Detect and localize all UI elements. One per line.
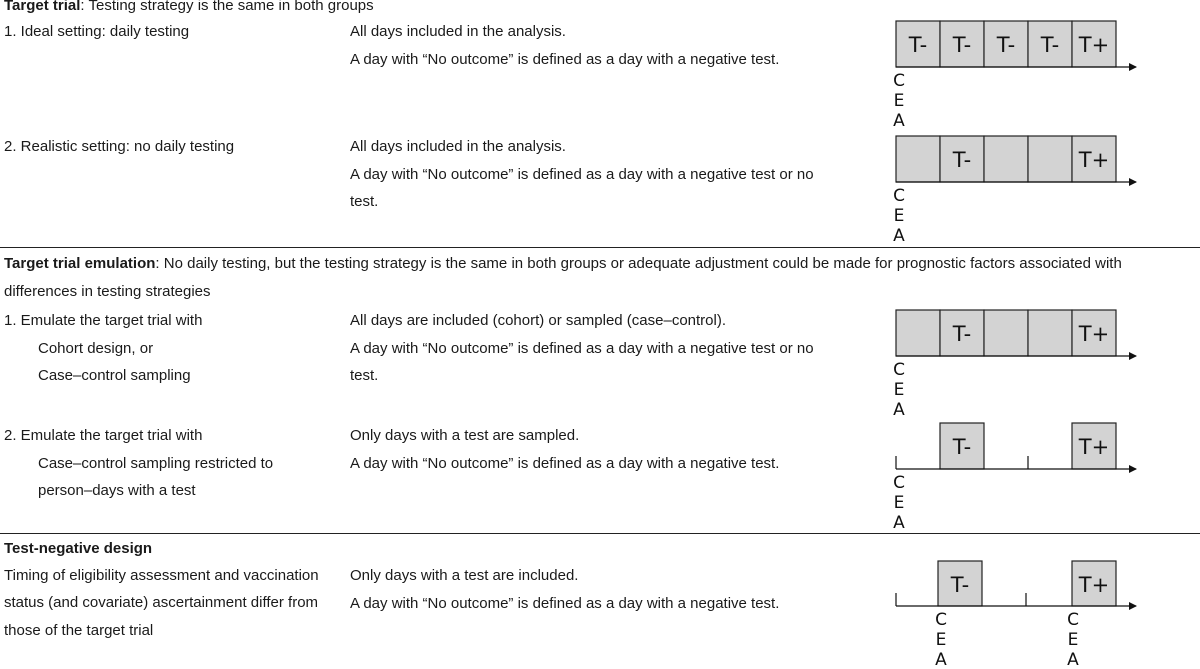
row-description: A day with “No outcome” is defined as a day with a negative test. [350,51,780,68]
heading-bold: Target trial [4,0,81,14]
timeline-test-negative [896,561,1136,669]
cea-letter: E [935,630,947,650]
cea-letter: C [935,610,947,630]
cea-letter: E [1067,630,1079,650]
cea-letter: A [893,111,905,131]
positive-test-label: T+ [1078,573,1110,597]
row-label: 1. Emulate the target trial with [4,312,203,329]
heading-bold: Target trial emulation [4,255,156,272]
row-label: Timing of eligibility assessment and vaccination [4,567,319,584]
day-box [896,310,940,356]
cea-letter: A [935,650,947,669]
cea-letter: A [893,226,905,246]
row-description: Only days with a test are sampled. [350,427,580,444]
cea-letter: C [893,186,905,206]
row-description: A day with “No outcome” is defined as a day with a negative test or no [350,340,814,357]
cea-letter: C [893,473,905,493]
heading-rest: : Testing strategy is the same in both groups [80,0,374,14]
heading-rest: : No daily testing, but the testing strategy is the same in both groups or adequate adjustment could be made for prognostic factors associated with [155,255,1122,272]
negative-test-label: T- [908,33,928,57]
row-label-sub: Cohort design, or [38,340,154,357]
day-box [984,136,1028,182]
negative-test-label: T- [952,148,972,172]
cea-letter: C [1067,610,1079,630]
cea-letter: E [893,206,905,226]
row-description: Only days with a test are included. [350,567,579,584]
positive-test-label: T+ [1078,33,1110,57]
row-description: All days included in the analysis. [350,138,566,155]
section-heading-test-negative: Test-negative design [4,540,153,557]
negative-test-label: T- [952,322,972,346]
negative-test-label: T- [950,573,970,597]
timeline-ideal-daily-testing [893,21,1136,131]
positive-test-label: T+ [1078,322,1110,346]
row-label-sub: person–days with a test [38,482,196,499]
row-description: A day with “No outcome” is defined as a day with a negative test or no [350,166,814,183]
positive-test-label: T+ [1078,148,1110,172]
row-description: A day with “No outcome” is defined as a day with a negative test. [350,595,780,612]
cea-letter: C [893,360,905,380]
row-description: All days are included (cohort) or sampled (case–control). [350,312,727,329]
negative-test-label: T- [952,33,972,57]
heading-continuation: differences in testing strategies [4,283,211,300]
day-box [1028,136,1072,182]
day-box [1028,310,1072,356]
timeline-realistic-no-daily-testing [893,136,1136,246]
negative-test-label: T- [1040,33,1060,57]
row-label-sub: Case–control sampling [38,367,191,384]
day-box [984,310,1028,356]
row-description: test. [350,367,379,384]
negative-test-label: T- [952,435,972,459]
row-label-sub: Case–control sampling restricted to [38,455,274,472]
timeline-emulation-restricted [893,423,1136,533]
timeline-emulation-cohort [893,310,1136,420]
cea-letter: A [893,400,905,420]
cea-letter: E [893,493,905,513]
row-description: All days included in the analysis. [350,23,566,40]
row-label: 1. Ideal setting: daily testing [4,23,190,40]
cea-letter: A [1067,650,1079,669]
cea-letter: E [893,380,905,400]
negative-test-label: T- [996,33,1016,57]
row-label: 2. Emulate the target trial with [4,427,203,444]
row-label: 2. Realistic setting: no daily testing [4,138,235,155]
row-description: A day with “No outcome” is defined as a day with a negative test. [350,455,780,472]
cea-letter: A [893,513,905,533]
positive-test-label: T+ [1078,435,1110,459]
cea-letter: C [893,71,905,91]
row-label: those of the target trial [4,622,154,639]
cea-letter: E [893,91,905,111]
row-label: status (and covariate) ascertainment differ from [4,594,319,611]
day-box [896,136,940,182]
row-description: test. [350,193,379,210]
